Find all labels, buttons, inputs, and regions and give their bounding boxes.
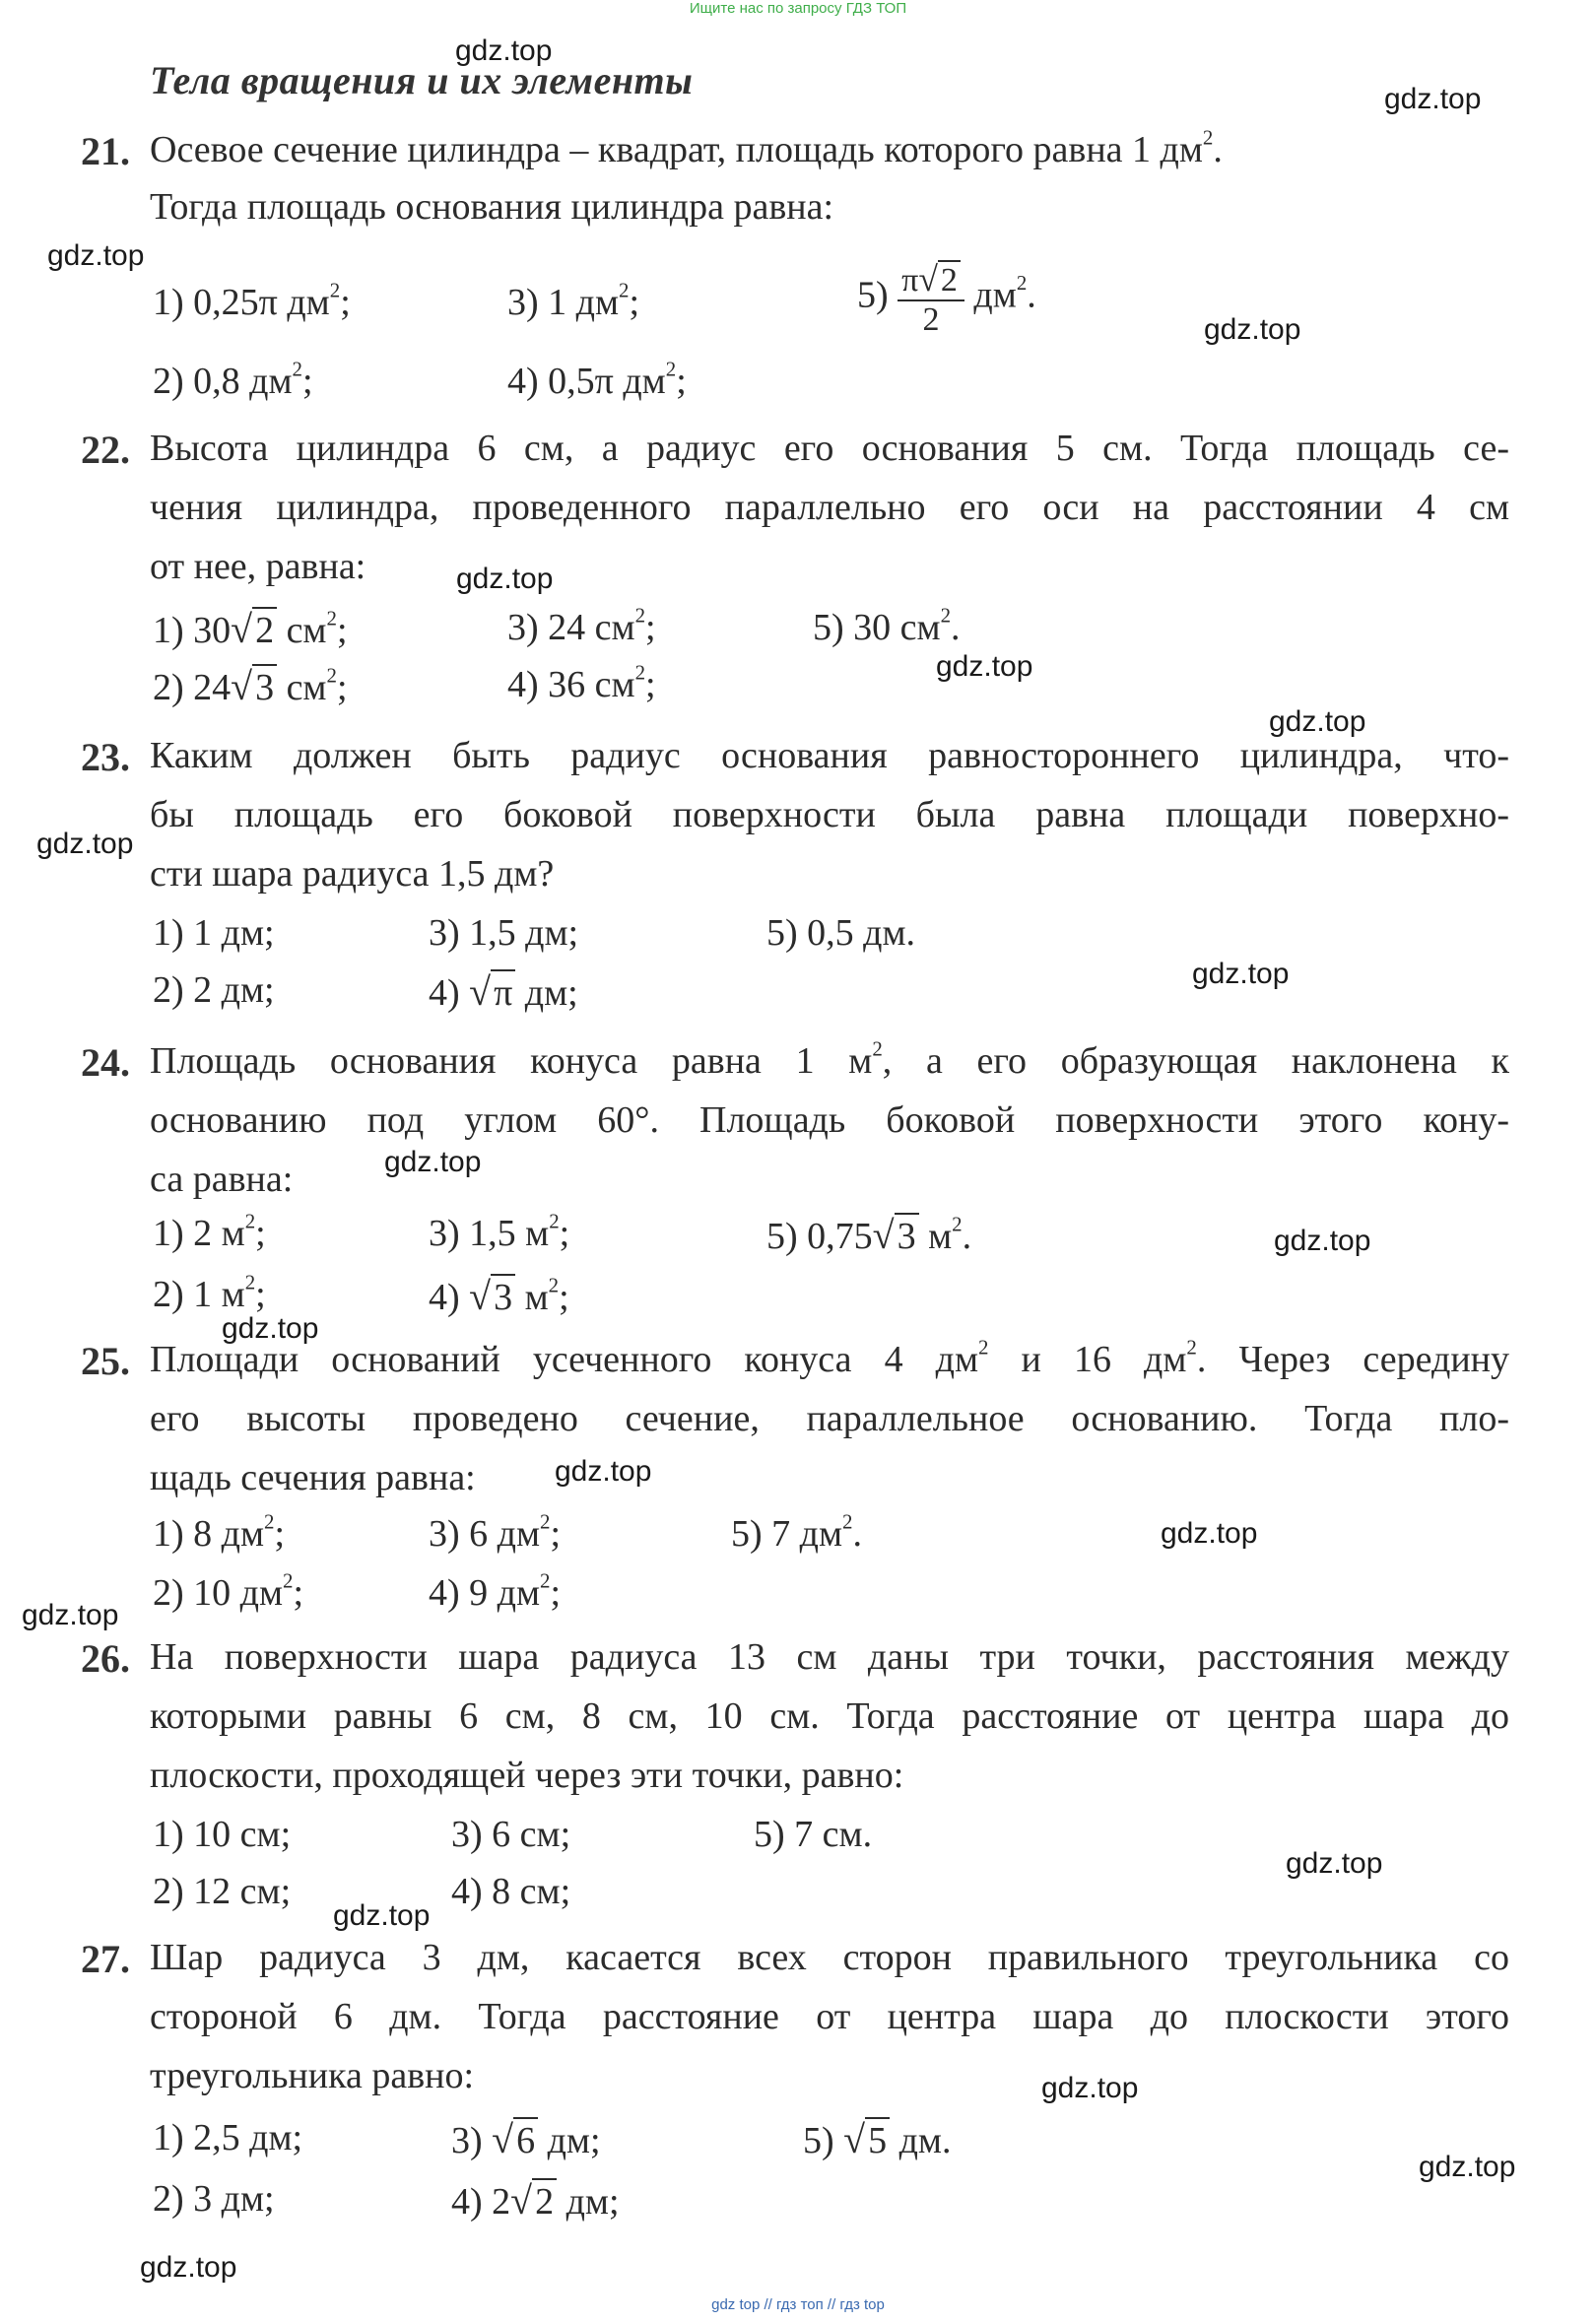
problem-23-line-1: Каким должен быть радиус основания равностороннего цилиндра, что- xyxy=(150,735,1509,776)
watermark: gdz.top xyxy=(1192,958,1290,990)
watermark: gdz.top xyxy=(333,1899,431,1932)
problem-23-option-1: 1) 1 дм; xyxy=(153,912,275,954)
problem-24-option-4: 4) √3 $м^2$; xyxy=(429,1273,569,1318)
watermark: gdz.top xyxy=(22,1599,119,1631)
problem-27-option-3: 3) √6 дм; xyxy=(451,2117,601,2161)
problem-26-option-3: 3) 6 см; xyxy=(451,1814,571,1855)
watermark: gdz.top xyxy=(1269,705,1366,738)
problem-26-line-2: которыми равны 6 см, 8 см, 10 см. Тогда расстояние от центра шара до xyxy=(150,1695,1509,1737)
problem-27-number: 27. xyxy=(81,1937,130,1981)
problem-24-option-2: 2) 1 $м^2$; xyxy=(153,1270,266,1315)
problem-21-line-2: Тогда площадь основания цилиндра равна: xyxy=(150,186,834,228)
problem-25-option-5: 5) 7 $дм^2$. xyxy=(731,1509,862,1555)
problem-23-option-2: 2) 2 дм; xyxy=(153,969,275,1011)
section-title: Тела вращения и их элементы xyxy=(150,58,694,102)
problem-27-option-1: 1) 2,5 дм; xyxy=(153,2117,303,2158)
problem-26-option-5: 5) 7 см. xyxy=(754,1814,873,1855)
problem-25-line-1: Площади оснований усеченного конуса 4 $дм^2$ и 16 $дм^2$. Через середину xyxy=(150,1335,1509,1380)
watermark: gdz.top xyxy=(555,1455,652,1488)
watermark: gdz.top xyxy=(1041,2072,1139,2104)
watermark: gdz.top xyxy=(1274,1225,1371,1257)
top-banner: Ищите нас по запросу ГДЗ ТОП xyxy=(689,0,907,17)
problem-26-number: 26. xyxy=(81,1636,130,1681)
problem-21-option-1: 1) 0,25π $дм^2$; xyxy=(153,278,351,323)
problem-25-option-1: 1) 8 $дм^2$; xyxy=(153,1509,286,1555)
watermark: gdz.top xyxy=(456,563,554,595)
problem-26-line-1: На поверхности шара радиуса 13 см даны три точки, расстояния между xyxy=(150,1636,1509,1678)
problem-26-option-1: 1) 10 см; xyxy=(153,1814,292,1855)
problem-21-number: 21. xyxy=(81,129,130,173)
problem-25-line-2: его высоты проведено сечение, параллельное основанию. Тогда пло- xyxy=(150,1398,1509,1439)
problem-24-option-3: 3) 1,5 $м^2$; xyxy=(429,1209,570,1254)
watermark: gdz.top xyxy=(1384,83,1482,115)
watermark: gdz.top xyxy=(36,828,134,860)
problem-21-option-3: 3) 1 $дм^2$; xyxy=(507,278,640,323)
problem-22-option-1: 1) 30√2 $см^2$; xyxy=(153,606,348,651)
problem-26-option-2: 2) 12 см; xyxy=(153,1871,292,1912)
problem-23-option-4: 4) √π дм; xyxy=(429,969,578,1014)
problem-25-option-4: 4) 9 $дм^2$; xyxy=(429,1568,562,1614)
watermark: gdz.top xyxy=(936,650,1033,683)
problem-27-line-2: стороной 6 дм. Тогда расстояние от центра шара до плоскости этого xyxy=(150,1996,1509,2037)
problem-24-option-5: 5) 0,75√3 $м^2$. xyxy=(766,1212,972,1257)
problem-23-option-3: 3) 1,5 дм; xyxy=(429,912,579,954)
problem-23-number: 23. xyxy=(81,735,130,779)
problem-27-line-3: треугольника равно: xyxy=(150,2055,475,2096)
problem-24-option-1: 1) 2 $м^2$; xyxy=(153,1209,266,1254)
problem-25-number: 25. xyxy=(81,1339,130,1383)
problem-24-line-2: основанию под углом 60°. Площадь боковой поверхности этого кону- xyxy=(150,1099,1509,1141)
problem-26-line-3: плоскости, проходящей через эти точки, равно: xyxy=(150,1755,904,1796)
watermark: gdz.top xyxy=(47,239,145,272)
problem-27-option-2: 2) 3 дм; xyxy=(153,2178,275,2220)
problem-22-number: 22. xyxy=(81,428,130,472)
problem-22-option-3: 3) 24 $см^2$; xyxy=(507,603,656,648)
watermark: gdz.top xyxy=(1419,2151,1516,2183)
problem-22-line-3: от нее, равна: xyxy=(150,546,366,587)
problem-26-option-4: 4) 8 см; xyxy=(451,1871,571,1912)
problem-23-option-5: 5) 0,5 дм. xyxy=(766,912,916,954)
problem-22-option-4: 4) 36 $см^2$; xyxy=(507,660,656,705)
problem-27-line-1: Шар радиуса 3 дм, касается всех сторон правильного треугольника со xyxy=(150,1937,1509,1978)
problem-22-line-2: чения цилиндра, проведенного параллельно его оси на расстоянии 4 см xyxy=(150,487,1509,528)
problem-25-line-3: щадь сечения равна: xyxy=(150,1457,476,1498)
problem-24-number: 24. xyxy=(81,1040,130,1085)
problem-23-line-3: сти шара радиуса 1,5 дм? xyxy=(150,853,555,895)
watermark: gdz.top xyxy=(455,34,553,67)
watermark: gdz.top xyxy=(140,2251,237,2284)
problem-22-line-1: Высота цилиндра 6 см, а радиус его основания 5 см. Тогда площадь се- xyxy=(150,428,1509,469)
problem-22-option-5: 5) 30 $см^2$. xyxy=(813,603,961,648)
problem-23-line-2: бы площадь его боковой поверхности была равна площади поверхно- xyxy=(150,794,1509,835)
problem-21-option-2: 2) 0,8 $дм^2$; xyxy=(153,357,313,402)
problem-25-option-2: 2) 10 $дм^2$; xyxy=(153,1568,304,1614)
problem-22-option-2: 2) 24√3 $см^2$; xyxy=(153,663,348,708)
watermark: gdz.top xyxy=(384,1146,482,1178)
watermark: gdz.top xyxy=(1204,313,1301,346)
problem-24-line-1: Площадь основания конуса равна 1 $м^2$, а его образующая наклонена к xyxy=(150,1036,1509,1082)
problem-21-line-1: Осевое сечение цилиндра – квадрат, площадь которого равна 1 $дм^2$. xyxy=(150,125,1223,170)
problem-27-option-5: 5) √5 дм. xyxy=(803,2117,952,2161)
problem-21-option-4: 4) 0,5π $дм^2$; xyxy=(507,357,687,402)
problem-24-line-3: са равна: xyxy=(150,1159,294,1200)
watermark: gdz.top xyxy=(222,1312,319,1345)
problem-27-option-4: 4) 2√2 дм; xyxy=(451,2178,620,2223)
bottom-footer: gdz top // гдз топ // гдз top xyxy=(711,2296,885,2313)
fraction-pi-sqrt2-over-2: $\frac{\pi√2}{2}$ xyxy=(898,258,964,339)
watermark: gdz.top xyxy=(1161,1517,1258,1550)
watermark: gdz.top xyxy=(1286,1847,1383,1880)
problem-21-option-5: 5) $\frac{\pi√2}{2}$ $дм^2$. xyxy=(857,259,1036,338)
problem-25-option-3: 3) 6 $дм^2$; xyxy=(429,1509,562,1555)
